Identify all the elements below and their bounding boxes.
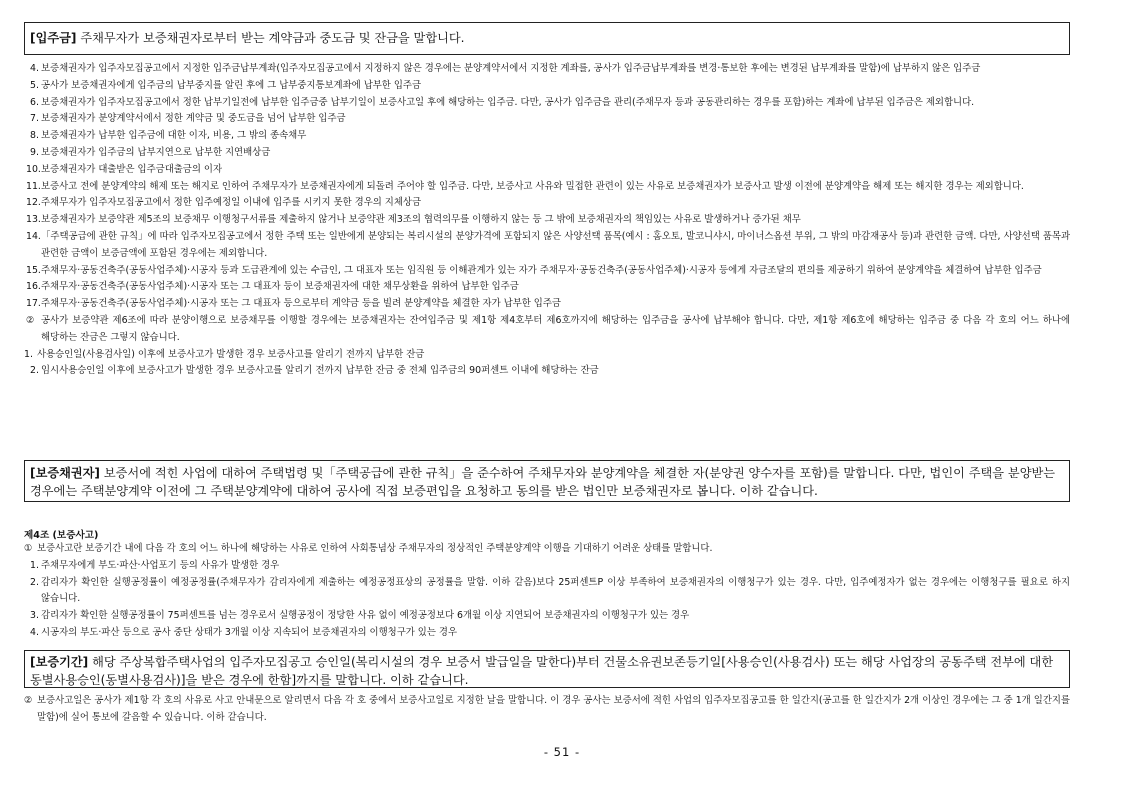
list-item <box>0 279 1124 296</box>
definition-box-entry-fee <box>24 22 1070 55</box>
definition-text: 보증서에 적힌 사업에 대하여 주택법령 및「주택공급에 관한 규칙」을 준수하여 주채무자와 분양계약을 체결한 자(분양권 양수자를 포함)를 말합니다. 다만, 법인이 주택을 분양받는 경우에는 주택분양계약 이전에 그 주택분양계약에 대하여 공사에 직접 보증편입을 요청하고 동의를 받은 법인만 보증채권자로 봅니다. 이하 같습니다. <box>30 466 1056 498</box>
item-text: 보증사고 전에 분양계약의 해제 또는 해지로 인하여 주채무자가 보증채권자에게 되돌려 주어야 할 입주금. 다만, 보증사고 사유와 밀접한 관련이 있는 사유로 보증채권자가 보증사고 발생 이전에 분양계약을 해제 또는 해지한 경우는 제외합니다. <box>41 180 1024 192</box>
list-item <box>0 162 1124 179</box>
item-number: ① <box>24 543 33 554</box>
item-text: 보증채권자가 납부한 입주금에 대한 이자, 비용, 그 밖의 종속채무 <box>41 130 307 142</box>
list-item <box>0 263 1124 280</box>
item-number: 14. <box>26 230 41 242</box>
item-text: 주채무자·공동건축주(공동사업주체)·시공자 또는 그 대표자 등으로부터 계약금 등을 빌려 분양계약을 체결한 자가 납부한 입주금 <box>41 298 561 310</box>
paragraph-item <box>0 693 1124 727</box>
item-text: 사용승인일(사용검사일) 이후에 보증사고가 발생한 경우 보증사고를 알리기 전까지 납부한 잔금 <box>37 348 425 360</box>
list-item <box>0 212 1124 229</box>
paragraph-item <box>0 347 1124 364</box>
item-text: 보증채권자가 분양계약서에서 정한 계약금 및 중도금을 넘어 납부한 입주금 <box>41 113 346 125</box>
list-item <box>0 558 1124 575</box>
list-item <box>0 296 1124 313</box>
clause-list-2 <box>0 541 1124 642</box>
item-number: 2. <box>30 365 39 377</box>
item-number: 6. <box>30 96 39 108</box>
clause-list-3 <box>0 693 1124 727</box>
list-item <box>0 363 1124 380</box>
item-number: 1. <box>24 348 33 360</box>
item-number: 3. <box>30 610 39 622</box>
item-text: 주채무자에게 부도·파산·사업포기 등의 사유가 발생한 경우 <box>41 559 280 571</box>
item-number: 17. <box>26 298 41 310</box>
item-number: 16. <box>26 281 41 293</box>
paragraph-item <box>0 541 1124 558</box>
list-item <box>0 575 1124 609</box>
item-text: 보증사고란 보증기간 내에 다음 각 호의 어느 하나에 해당하는 사유로 인하여 사회통념상 주채무자의 정상적인 주택분양계약 이행을 기대하기 어려운 상태를 말합니다. <box>37 543 713 554</box>
list-item <box>0 145 1124 162</box>
item-number: 12. <box>26 197 41 209</box>
item-number: 9. <box>30 146 39 158</box>
item-number: 11. <box>26 180 41 192</box>
item-text: 주채무자·공동건축주(공동사업주체)·시공자 등과 도급관계에 있는 수급인, 그 대표자 또는 임직원 등 이해관계가 있는 자가 주채무자·공동건축주(공동사업주체)·시공자 등에게 자금조달의 편의를 제공하기 위하여 분양계약을 체결하여 납부한 입주금 <box>41 264 1042 276</box>
item-text: 「주택공급에 관한 규칙」에 따라 입주자모집공고에서 정한 주택 또는 일반에게 분양되는 복리시설의 분양가격에 포함되지 않은 사양선택 품목(예시 : 홈오토, 발코니샤시, 마이너스옵션 부위, 그 밖의 마감재공사 등)과 관련한 금액. 다만, 사양선택 품목과 관련한 금액이 보증금액에 포함된 경우에는 제외합니다. <box>41 230 1070 259</box>
item-text: 보증채권자가 입주금의 납부지연으로 납부한 지연배상금 <box>41 146 271 158</box>
list-item <box>0 229 1124 263</box>
definition-term: [보증채권자] <box>30 466 101 480</box>
list-item <box>0 128 1124 145</box>
clause-list-1 <box>0 61 1124 380</box>
list-item <box>0 111 1124 128</box>
list-item <box>0 179 1124 196</box>
item-number: 4. <box>30 626 39 638</box>
item-text: 보증채권자가 입주자모집공고에서 정한 납부기일전에 납부한 입주금중 납부기일이 보증사고일 후에 해당하는 입주금. 다만, 공사가 입주금을 관리(주채무자 등과 공동관리하는 경우를 포함)하는 계좌에 납부된 입주금은 제외합니다. <box>41 96 975 108</box>
list-item <box>0 608 1124 625</box>
list-item <box>0 195 1124 212</box>
list-item <box>0 95 1124 112</box>
definition-text: 주채무자가 보증채권자로부터 받는 계약금과 중도금 및 잔금을 말합니다. <box>76 31 465 45</box>
item-number: ② <box>26 314 35 326</box>
item-number: 8. <box>30 130 39 142</box>
item-number: 2. <box>30 576 39 588</box>
item-number: 15. <box>26 264 41 276</box>
item-text: 주채무자가 입주자모집공고에서 정한 입주예정일 이내에 입주를 시키지 못한 경우의 지체상금 <box>41 197 422 209</box>
item-text: 감리자가 확인한 실행공정률이 75퍼센트를 넘는 경우로서 실행공정이 정당한 사유 없이 예정공정보다 6개월 이상 지연되어 보증채권자의 이행청구가 있는 경우 <box>41 610 690 622</box>
item-number: 7. <box>30 113 39 125</box>
item-number: 4. <box>30 63 39 74</box>
article-heading: 제4조 (보증사고) <box>24 530 99 541</box>
item-text: 임시사용승인일 이후에 보증사고가 발생한 경우 보증사고를 알리기 전까지 납부한 잔금 중 전체 입주금의 90퍼센트 이내에 해당하는 잔금 <box>41 365 599 377</box>
item-text: 보증채권자가 대출받은 입주금대출금의 이자 <box>41 163 223 175</box>
definition-box-guarantee-creditor <box>24 460 1070 502</box>
list-item <box>0 625 1124 642</box>
item-number: 10. <box>26 163 41 175</box>
page-number: - 51 - <box>543 745 581 759</box>
definition-text: 해당 주상복합주택사업의 입주자모집공고 승인일(복리시설의 경우 보증서 발급일을 말한다)부터 건물소유권보존등기일[사용승인(사용검사) 또는 해당 사업장의 공동주택 전부에 대한 동별사용승인(동별사용검사)]을 받은 경우에 한함]까지를 말합니다. 이하 같습니다. <box>30 655 1054 687</box>
list-item <box>0 78 1124 95</box>
item-text: 공사가 보증채권자에게 입주금의 납부중지를 알린 후에 그 납부중지통보계좌에 납부한 입주금 <box>41 79 422 91</box>
item-number: 13. <box>26 214 41 226</box>
item-number: 1. <box>30 559 39 571</box>
item-text: 공사가 보증약관 제6조에 따라 분양이행으로 보증채무를 이행할 경우에는 보증채권자는 잔여입주금 및 제1항 제4호부터 제6호까지에 해당하는 입주금을 공사에 납부해야 합니다. 다만, 제1항 제6호에 해당하는 입주금 중 다음 각 호의 어느 하나에 해당하는 잔금은 그렇지 않습니다. <box>41 314 1070 343</box>
list-item <box>0 313 1124 347</box>
item-text: 주채무자·공동건축주(공동사업주체)·시공자 또는 그 대표자 등이 보증채권자에 대한 채무상환을 위하여 납부한 입주금 <box>41 281 519 293</box>
definition-term: [보증기간] <box>30 655 89 669</box>
item-text: 보증채권자가 입주자모집공고에서 지정한 입주금납부계좌(입주자모집공고에서 지정하지 않은 경우에는 분양계약서에서 지정한 계좌를, 공사가 입주금납부계좌를 변경·통보한 후에는 변경된 납부계좌를 말함)에 납부하지 않은 입주금 <box>41 63 981 74</box>
definition-box-guarantee-period <box>24 650 1070 688</box>
item-text: 보증사고일은 공사가 제1항 각 호의 사유로 사고 안내문으로 알리면서 다음 각 호 중에서 보증사고일로 지정한 날을 말합니다. 이 경우 공사는 보증서에 적힌 사업의 입주자모집공고를 한 일간지(공고를 한 일간지가 2개 이상인 경우에는 그 중 1개 일간지를 말함)에 실어 통보에 갈음할 수 있습니다. 이하 같습니다. <box>37 695 1070 723</box>
definition-term: [입주금] <box>30 31 77 45</box>
list-item <box>0 61 1124 78</box>
item-number: 5. <box>30 79 39 91</box>
item-text: 시공자의 부도·파산 등으로 공사 중단 상태가 3개월 이상 지속되어 보증채권자의 이행청구가 있는 경우 <box>41 626 458 638</box>
item-text: 감리자가 확인한 실행공정률이 예정공정률(주채무자가 감리자에게 제출하는 예정공정표상의 공정률을 말함. 이하 같음)보다 25퍼센트P 이상 부족하여 보증채권자의 이행청구가 있는 경우. 다만, 입주예정자가 없는 경우에는 이행청구를 필요로 하지 않습니다. <box>41 576 1070 605</box>
item-number: ② <box>24 695 33 706</box>
item-text: 보증채권자가 보증약관 제5조의 보증채무 이행청구서류를 제출하지 않거나 보증약관 제3조의 협력의무를 이행하지 않는 등 그 밖에 보증채권자의 책임있는 사유로 발생하거나 증가된 채무 <box>41 214 801 226</box>
